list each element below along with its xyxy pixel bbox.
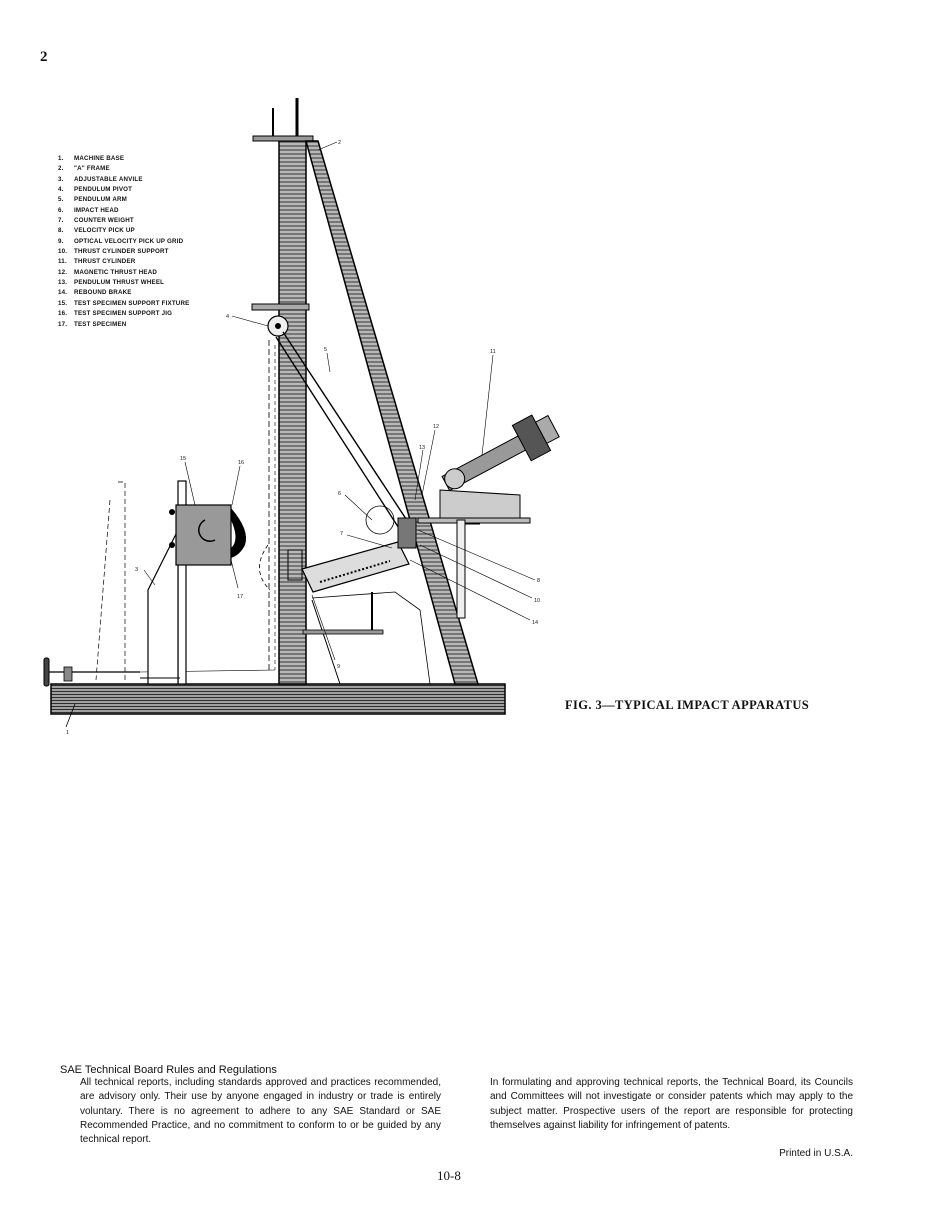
- legend-item-label: REBOUND BRAKE: [74, 289, 132, 297]
- page-number: 2: [40, 49, 48, 65]
- legend-item-number: 6.: [58, 206, 64, 214]
- rules-heading: SAE Technical Board Rules and Regulations: [60, 1064, 277, 1076]
- legend-item-number: 5.: [58, 196, 64, 204]
- legend-item-number: 7.: [58, 217, 64, 225]
- callout-13: 13: [419, 445, 426, 451]
- callout-1: 1: [66, 730, 70, 736]
- a-frame-leg: [306, 141, 478, 684]
- legend-item-number: 1.: [58, 155, 64, 162]
- callout-7: 7: [340, 531, 344, 537]
- legend-item-label: IMPACT HEAD: [74, 206, 119, 214]
- callout-10: 10: [534, 598, 541, 604]
- legend-item-number: 8.: [58, 227, 64, 235]
- printed-in-usa: Printed in U.S.A.: [779, 1148, 853, 1159]
- footer-page-code: 10-8: [437, 1168, 461, 1183]
- adjustable-anvil: [148, 530, 178, 684]
- legend-item-label: PENDULUM ARM: [74, 196, 128, 204]
- legend-item-number: 3.: [58, 175, 64, 183]
- callout-16: 16: [238, 460, 245, 466]
- legend-item-number: 17.: [58, 320, 68, 328]
- callout-8: 8: [537, 578, 541, 584]
- rules-left-paragraph: All technical reports, including standards approved and practices recommended, are advisory only. Their use by anyone engaged in industry or trade is entirely voluntary. There is no agreement to adhere to any SAE Standard or SAE Recommended Practice, and no commitment to conform to or be guided by any technical report.: [80, 1077, 441, 1146]
- legend-item-label: "A" FRAME: [74, 165, 110, 173]
- legend-item-label: MAGNETIC THRUST HEAD: [74, 268, 158, 276]
- legend-item-label: THRUST CYLINDER SUPPORT: [74, 248, 169, 256]
- legend-item-label: TEST SPECIMEN SUPPORT JIG: [74, 310, 173, 318]
- callout-14: 14: [532, 620, 539, 626]
- legend-item-number: 10.: [58, 248, 68, 256]
- legend-item-number: 9.: [58, 237, 64, 245]
- legend-item-label: ADJUSTABLE ANVILE: [74, 175, 143, 183]
- callout-17: 17: [237, 594, 244, 600]
- legend-item-number: 4.: [58, 186, 64, 194]
- legend-item-label: PENDULUM PIVOT: [74, 186, 133, 194]
- legend-item-number: 15.: [58, 299, 68, 307]
- impact-head: [398, 518, 416, 548]
- legend-item-number: 12.: [58, 268, 68, 276]
- handwheel: [44, 658, 49, 686]
- callout-3: 3: [135, 567, 139, 573]
- legend-item-number: 16.: [58, 310, 68, 318]
- legend-item-number: 13.: [58, 279, 68, 287]
- a-frame-post: [279, 140, 306, 684]
- legend-item-label: TEST SPECIMEN SUPPORT FIXTURE: [74, 299, 190, 307]
- figure-caption: FIG. 3—TYPICAL IMPACT APPARATUS: [565, 698, 810, 712]
- test-specimen: [231, 508, 246, 558]
- rules-right-paragraph: In formulating and approving technical reports, the Technical Board, its Councils and Committees will not investigate or consider patents which may apply to the subject matter. Prospective users of the report are responsible for protecting themselves against liability for infringement of patents.: [490, 1077, 853, 1131]
- legend-item-label: VELOCITY PICK UP: [74, 227, 135, 235]
- callout-12: 12: [433, 424, 440, 430]
- callout-4: 4: [226, 314, 230, 320]
- legend-item-label: OPTICAL VELOCITY PICK UP GRID: [74, 237, 184, 245]
- callout-5: 5: [324, 347, 328, 353]
- counter-weight: [302, 542, 409, 592]
- legend-item-number: 2.: [58, 165, 64, 173]
- legend-item-label: TEST SPECIMEN: [74, 320, 127, 328]
- machine-base: [51, 684, 505, 714]
- legend-item-label: COUNTER WEIGHT: [74, 217, 134, 225]
- legend-item-number: 11.: [58, 258, 67, 266]
- legend-item-label: PENDULUM THRUST WHEEL: [74, 279, 165, 287]
- legend-item-number: 14.: [58, 289, 68, 297]
- test-specimen-support-jig: [176, 505, 231, 565]
- callout-6: 6: [338, 491, 342, 497]
- callout-9: 9: [337, 664, 341, 670]
- thrust-cylinder-support: [418, 518, 530, 523]
- callout-15: 15: [180, 456, 187, 462]
- legend-item-label: THRUST CYLINDER: [74, 258, 136, 266]
- legend-item-label: MACHINE BASE: [74, 155, 125, 162]
- callout-11: 11: [490, 349, 496, 355]
- callout-2: 2: [338, 140, 342, 146]
